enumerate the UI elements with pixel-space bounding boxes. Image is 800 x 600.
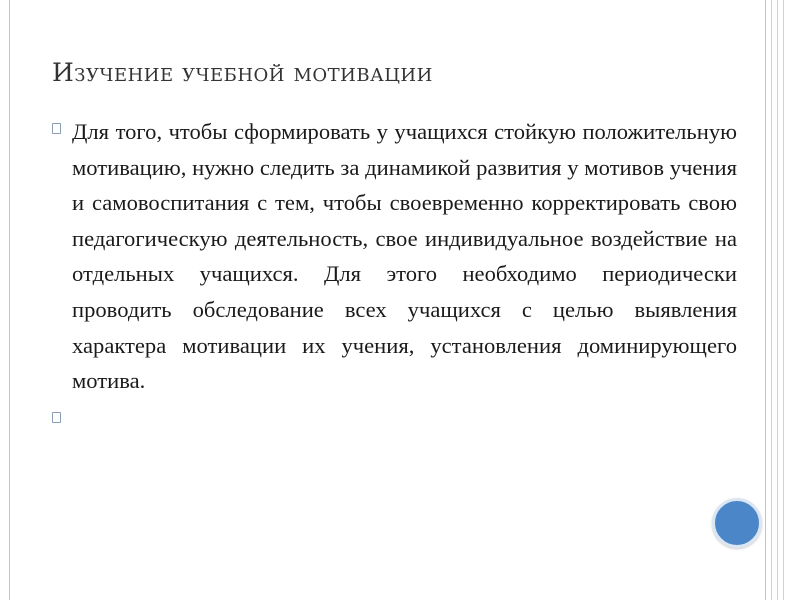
- bullet-square-icon: [52, 123, 61, 134]
- bullet-text: Для того, чтобы сформировать у учащихся стойкую положительную мотивацию, нужно следить за динамикой развития у мотивов учения и самовоспитания с тем, чтобы своевременно корректировать свою педагогическую деятельность, свое индивидуальное воздействие на отдельных учащихся. Для этого необходимо периодически проводить обследование всех учащихся с целью выявления характера мотивации их учения, установления доминирующего мотива.: [72, 119, 737, 394]
- right-decor-band: [767, 0, 800, 600]
- bullet-item-empty: [52, 403, 742, 433]
- bullet-square-icon: [52, 412, 61, 423]
- decor-line: [783, 0, 784, 600]
- slide-title: Изучение учебной мотивации: [52, 58, 433, 87]
- decor-line: [777, 0, 778, 600]
- decorative-circle: [712, 498, 762, 548]
- bullet-item: [52, 114, 742, 399]
- decor-line: [771, 0, 772, 600]
- slide-content: [52, 114, 742, 433]
